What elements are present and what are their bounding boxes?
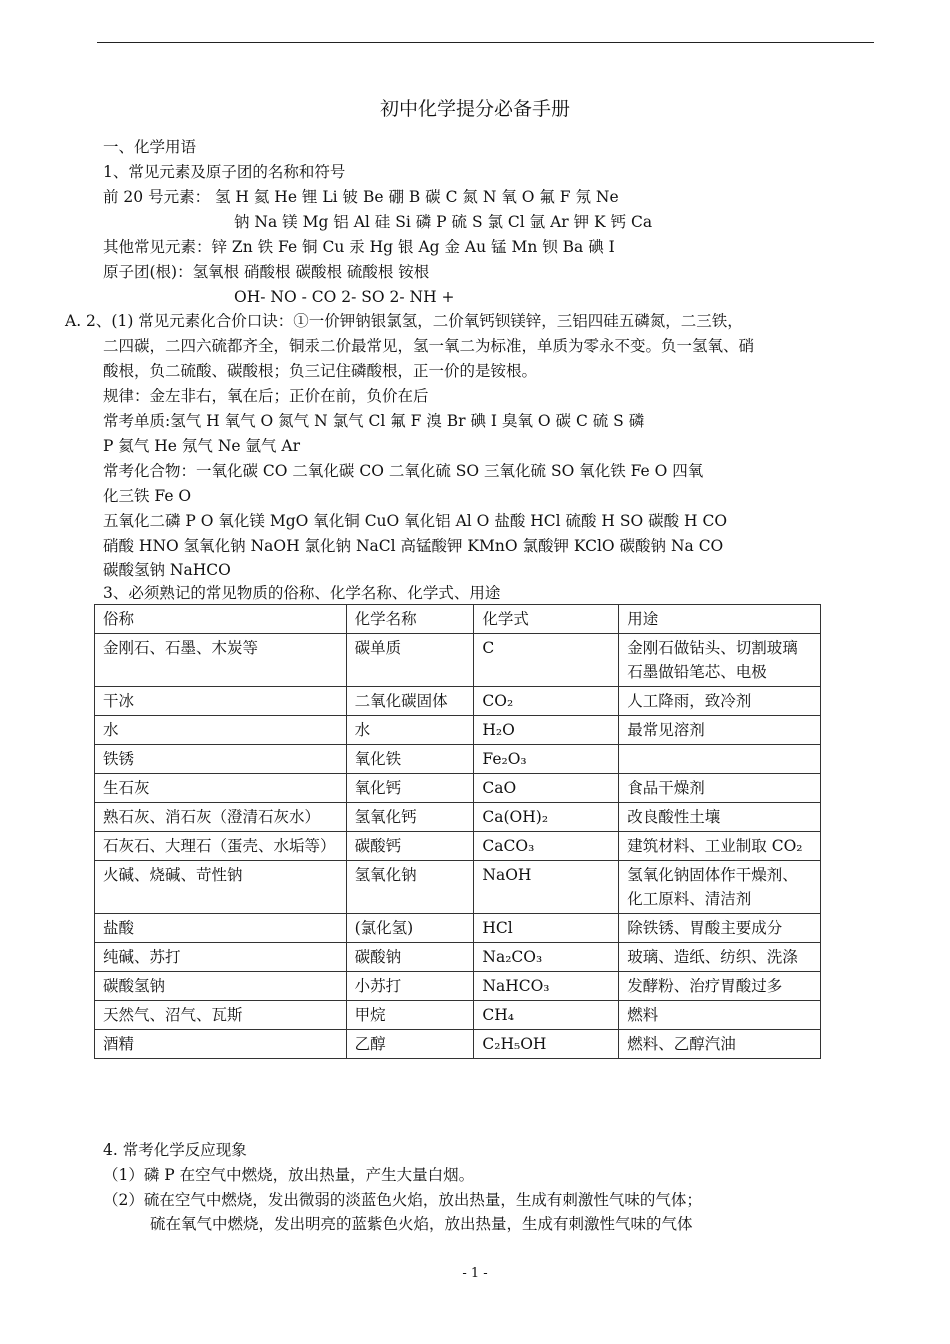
table-cell: CaCO₃ bbox=[474, 832, 619, 861]
other-elements-line: 其他常见元素：锌 Zn 铁 Fe 铜 Cu 汞 Hg 银 Ag 金 Au 锰 Mn 钡 Ba 碘 I bbox=[103, 238, 615, 256]
header-rule bbox=[97, 42, 874, 43]
table-row bbox=[95, 634, 821, 687]
table-cell: 碳酸氢钠 bbox=[95, 972, 347, 1001]
table-row bbox=[95, 943, 821, 972]
table-header-cell: 俗称 bbox=[95, 605, 347, 634]
table-cell: C₂H₅OH bbox=[474, 1030, 619, 1059]
compound-line: 碳酸氢钠 NaHCO bbox=[103, 561, 231, 579]
table-cell: 玻璃、造纸、纺织、洗涤 bbox=[619, 943, 821, 972]
table-cell: 金刚石、石墨、木炭等 bbox=[95, 634, 347, 687]
table-cell: 氢氧化钠固体作干燥剂、化工原料、清洁剂 bbox=[619, 861, 821, 914]
reaction-line: （1）磷 P 在空气中燃烧，放出热量，产生大量白烟。 bbox=[103, 1166, 475, 1184]
compound-line: 硝酸 HNO 氢氧化钠 NaOH 氯化钠 NaCl 高锰酸钾 KMnO 氯酸钾 KClO 碳酸钠 Na CO bbox=[103, 537, 724, 555]
table-cell: Na₂CO₃ bbox=[474, 943, 619, 972]
table-row bbox=[95, 914, 821, 943]
table-cell: 碳单质 bbox=[346, 634, 474, 687]
table-row bbox=[95, 861, 821, 914]
compound-line: 常考化合物：一氧化碳 CO 二氧化碳 CO 二氧化硫 SO 三氧化硫 SO 氧化铁 Fe O 四氧 bbox=[103, 462, 704, 480]
section-heading: 一、化学用语 bbox=[103, 138, 197, 156]
table-cell: 燃料、乙醇汽油 bbox=[619, 1030, 821, 1059]
valence-line: 二四碳，二四六硫都齐全，铜汞二价最常见，氢一氧二为标准，单质为零永不变。负一氢氧、硝 bbox=[103, 337, 755, 355]
table-cell: HCl bbox=[474, 914, 619, 943]
table-cell: CH₄ bbox=[474, 1001, 619, 1030]
reaction-line: 硫在氧气中燃烧，发出明亮的蓝紫色火焰，放出热量，生成有刺激性气味的气体 bbox=[150, 1215, 693, 1233]
table-header-row bbox=[95, 605, 821, 634]
table-row bbox=[95, 1030, 821, 1059]
elements-line: 钠 Na 镁 Mg 铝 Al 硅 Si 磷 P 硫 S 氯 Cl 氩 Ar 钾 K 钙 Ca bbox=[234, 213, 653, 231]
table-cell: 天然气、沼气、瓦斯 bbox=[95, 1001, 347, 1030]
table-row bbox=[95, 774, 821, 803]
table-cell: 盐酸 bbox=[95, 914, 347, 943]
table-cell: H₂O bbox=[474, 716, 619, 745]
table-cell: 除铁锈、胃酸主要成分 bbox=[619, 914, 821, 943]
table-cell: 生石灰 bbox=[95, 774, 347, 803]
simple-substance-line: 常考单质:氢气 H 氧气 O 氮气 N 氯气 Cl 氟 F 溴 Br 碘 I 臭氧 O 碳 C 硫 S 磷 bbox=[103, 412, 645, 430]
table-cell: 燃料 bbox=[619, 1001, 821, 1030]
table-header-cell: 化学式 bbox=[474, 605, 619, 634]
table-cell: Fe₂O₃ bbox=[474, 745, 619, 774]
table-cell: 水 bbox=[95, 716, 347, 745]
table-row bbox=[95, 972, 821, 1001]
table-cell: CaO bbox=[474, 774, 619, 803]
simple-substance-line: P 氦气 He 氖气 Ne 氩气 Ar bbox=[103, 437, 301, 455]
table-cell: 纯碱、苏打 bbox=[95, 943, 347, 972]
table-cell: 火碱、烧碱、苛性钠 bbox=[95, 861, 347, 914]
table-cell: 石灰石、大理石（蛋壳、水垢等） bbox=[95, 832, 347, 861]
table-cell: 二氧化碳固体 bbox=[346, 687, 474, 716]
table-cell: 干冰 bbox=[95, 687, 347, 716]
radicals-symbols: OH- NO - CO 2- SO 2- NH + bbox=[234, 288, 455, 306]
table-row bbox=[95, 803, 821, 832]
valence-line: A. 2、(1) 常见元素化合价口诀：①一价钾钠银氯氢，二价氧钙钡镁锌，三铝四硅五磷氮，二三铁， bbox=[65, 312, 743, 330]
table-cell: 水 bbox=[346, 716, 474, 745]
compound-line: 五氧化二磷 P O 氧化镁 MgO 氧化铜 CuO 氧化铝 Al O 盐酸 HCl 硫酸 H SO 碳酸 H CO bbox=[103, 512, 728, 530]
table-cell: 碳酸钙 bbox=[346, 832, 474, 861]
table-cell: 发酵粉、治疗胃酸过多 bbox=[619, 972, 821, 1001]
table-cell: NaHCO₃ bbox=[474, 972, 619, 1001]
table-header-cell: 用途 bbox=[619, 605, 821, 634]
page-title: 初中化学提分必备手册 bbox=[379, 98, 570, 120]
page-number: - 1 - bbox=[462, 1266, 488, 1281]
valence-line: 酸根，负二硫酸、碳酸根；负三记住磷酸根，正一价的是铵根。 bbox=[103, 362, 538, 380]
table-cell: C bbox=[474, 634, 619, 687]
elements-line: 前 20 号元素： 氢 H 氦 He 锂 Li 铍 Be 硼 B 碳 C 氮 N 氧 O 氟 F 氖 Ne bbox=[103, 188, 619, 206]
table-row bbox=[95, 1001, 821, 1030]
table-cell: 酒精 bbox=[95, 1030, 347, 1059]
table-cell: 氢氧化钠 bbox=[346, 861, 474, 914]
table-cell bbox=[619, 745, 821, 774]
table-cell: 甲烷 bbox=[346, 1001, 474, 1030]
subsection-heading: 3、必须熟记的常见物质的俗称、化学名称、化学式、用途 bbox=[103, 584, 501, 602]
table-cell: 碳酸钠 bbox=[346, 943, 474, 972]
table-cell: Ca(OH)₂ bbox=[474, 803, 619, 832]
table-cell: 氧化钙 bbox=[346, 774, 474, 803]
table-cell: 氢氧化钙 bbox=[346, 803, 474, 832]
substances-table bbox=[94, 604, 821, 1059]
table-cell: 铁锈 bbox=[95, 745, 347, 774]
rule-line: 规律：金左非右，氧在后；正价在前，负价在后 bbox=[103, 387, 429, 405]
table-cell: CO₂ bbox=[474, 687, 619, 716]
table-cell: 建筑材料、工业制取 CO₂ bbox=[619, 832, 821, 861]
subsection-heading: 4. 常考化学反应现象 bbox=[103, 1141, 247, 1159]
table-cell: 金刚石做钻头、切割玻璃 石墨做铅笔芯、电极 bbox=[619, 634, 821, 687]
subsection-heading: 1、常见元素及原子团的名称和符号 bbox=[103, 163, 346, 181]
table-cell: 熟石灰、消石灰（澄清石灰水） bbox=[95, 803, 347, 832]
table-row bbox=[95, 832, 821, 861]
table-cell: (氯化氢) bbox=[346, 914, 474, 943]
table-cell: 氧化铁 bbox=[346, 745, 474, 774]
table-row bbox=[95, 745, 821, 774]
compound-line: 化三铁 Fe O bbox=[103, 487, 192, 505]
table-cell: 乙醇 bbox=[346, 1030, 474, 1059]
table-cell: 改良酸性土壤 bbox=[619, 803, 821, 832]
radicals-line: 原子团(根)：氢氧根 硝酸根 碳酸根 硫酸根 铵根 bbox=[103, 263, 430, 281]
reaction-line: （2）硫在空气中燃烧，发出微弱的淡蓝色火焰，放出热量，生成有刺激性气味的气体； bbox=[103, 1191, 702, 1209]
table-cell: 最常见溶剂 bbox=[619, 716, 821, 745]
table-cell: 食品干燥剂 bbox=[619, 774, 821, 803]
table-cell: 人工降雨，致冷剂 bbox=[619, 687, 821, 716]
table-row bbox=[95, 716, 821, 745]
table-row bbox=[95, 687, 821, 716]
table-header-cell: 化学名称 bbox=[346, 605, 474, 634]
table-cell: NaOH bbox=[474, 861, 619, 914]
table-cell: 小苏打 bbox=[346, 972, 474, 1001]
